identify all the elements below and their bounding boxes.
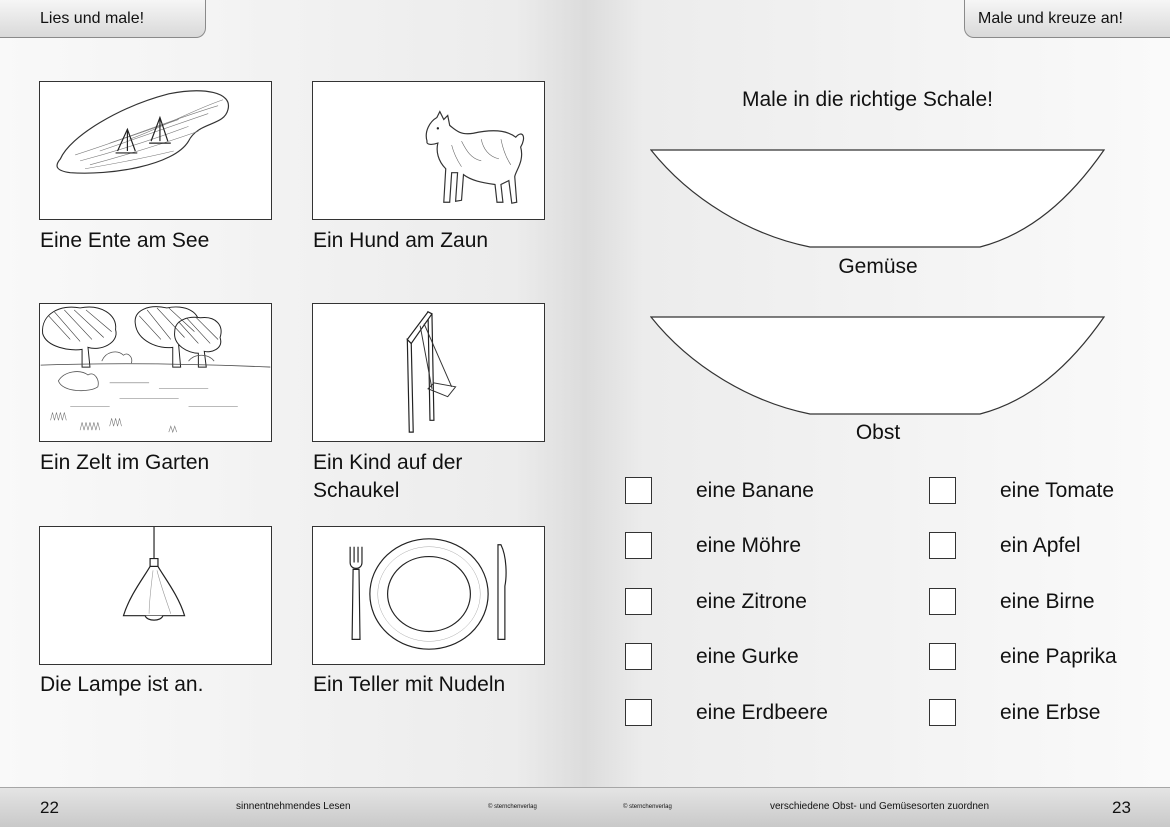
left-page-tab: Lies und male! [0, 0, 206, 38]
garden-picture [39, 303, 272, 442]
item-tomato: eine Tomate [1000, 479, 1115, 502]
left-page-footer [0, 787, 585, 827]
fruit-bowl[interactable] [650, 316, 1106, 416]
lake-picture [39, 81, 272, 220]
lamp-picture [39, 526, 272, 665]
item-apple: ein Apfel [1000, 534, 1081, 557]
item-carrot: eine Möhre [696, 534, 802, 557]
item-cucumber: eine Gurke [696, 645, 799, 668]
item-pepper: eine Paprika [1000, 645, 1117, 668]
checkbox-lemon[interactable] [625, 588, 652, 615]
checkbox-cucumber[interactable] [625, 643, 652, 670]
right-page-number: 23 [1112, 798, 1131, 817]
item-banana: eine Banane [696, 479, 814, 502]
dog-illustration [313, 82, 544, 219]
caption-duck-lake: Eine Ente am See [40, 229, 210, 252]
vegetable-bowl[interactable] [650, 149, 1106, 249]
hanging-lamp-illustration [40, 527, 271, 664]
checkbox-strawberry[interactable] [625, 699, 652, 726]
checkbox-pea[interactable] [929, 699, 956, 726]
plate-fork-knife-illustration [313, 527, 544, 664]
lake-sailboats-illustration [40, 82, 271, 219]
right-footer-publisher: © sternchenverlag [623, 804, 672, 810]
caption-plate-noodles: Ein Teller mit Nudeln [313, 673, 506, 696]
item-strawberry: eine Erdbeere [696, 701, 828, 724]
caption-dog-fence: Ein Hund am Zaun [313, 229, 489, 252]
item-pear: eine Birne [1000, 590, 1095, 613]
item-pea: eine Erbse [1000, 701, 1101, 724]
vegetable-bowl-label: Gemüse [838, 255, 918, 278]
checkbox-carrot[interactable] [625, 532, 652, 559]
caption-child-swing: Ein Kind auf der Schaukel [313, 451, 463, 502]
right-footer-topic: verschiedene Obst- und Gemüsesorten zuordnen [770, 801, 990, 812]
dog-picture [312, 81, 545, 220]
swing-picture [312, 303, 545, 442]
swing-illustration [313, 304, 544, 441]
caption-tent-garden: Ein Zelt im Garten [40, 451, 210, 474]
fruit-bowl-label: Obst [855, 421, 901, 444]
left-footer-topic: sinnentnehmendes Lesen [236, 801, 351, 812]
caption-lamp-on: Die Lampe ist an. [40, 673, 204, 696]
checkbox-pear[interactable] [929, 588, 956, 615]
trees-meadow-illustration [40, 304, 271, 441]
right-page-tab: Male und kreuze an! [964, 0, 1170, 38]
plate-picture [312, 526, 545, 665]
right-page-footer [585, 787, 1170, 827]
bowl-instruction: Male in die richtige Schale! [742, 88, 993, 111]
left-footer-publisher: © sternchenverlag [488, 804, 537, 810]
checkbox-pepper[interactable] [929, 643, 956, 670]
item-lemon: eine Zitrone [696, 590, 807, 613]
checkbox-apple[interactable] [929, 532, 956, 559]
checkbox-tomato[interactable] [929, 477, 956, 504]
checkbox-banana[interactable] [625, 477, 652, 504]
left-page-number: 22 [40, 798, 59, 817]
